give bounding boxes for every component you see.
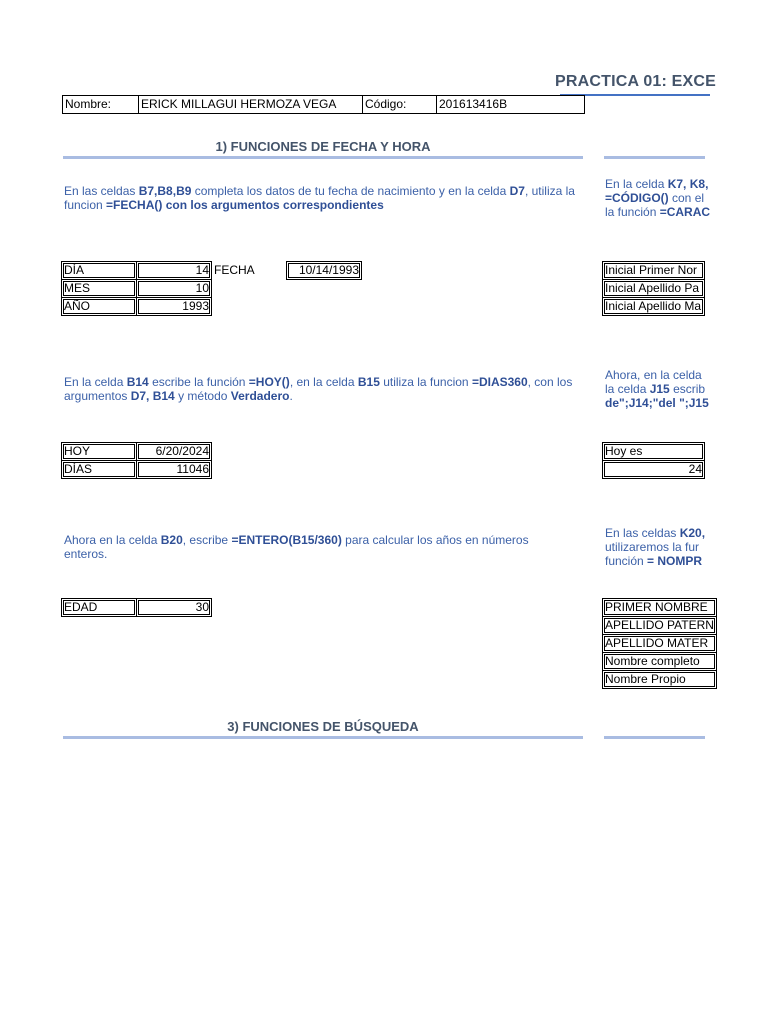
- nombre-completo-label: Nombre completo: [603, 653, 717, 671]
- instruction-hoy: En la celda B14 escribe la función =HOY(), en la celda B15 utiliza la funcion =DIAS360, con los argumentos D7, B14 y método Verdadero.: [64, 375, 573, 403]
- initials-table: [602, 261, 705, 316]
- fecha-label: FECHA: [214, 263, 255, 277]
- section4-rule: [604, 736, 705, 739]
- instruction-edad: Ahora en la celda B20, escribe =ENTERO(B15/360) para calcular los años en números enteros.: [64, 533, 529, 561]
- student-info-table: [62, 95, 585, 114]
- section1-title: 1) FUNCIONES DE FECHA Y HORA: [215, 139, 431, 154]
- fecha-table: [286, 261, 362, 280]
- anio-label: AÑO: [62, 298, 137, 316]
- section2-rule: [604, 156, 705, 159]
- codigo-label: Código:: [363, 96, 437, 114]
- nombre-propio-label: Nombre Propio: [603, 671, 717, 689]
- instruction-codigo: En la celda K7, K8, =CÓDIGO() con el la función =CARAC: [605, 177, 711, 219]
- dias-value[interactable]: 11046: [137, 461, 212, 479]
- instruction-fecha: En las celdas B7,B8,B9 completa los datos de tu fecha de nacimiento y en la celda D7, utiliza la funcion =FECHA() con los argumentos correspondientes: [64, 184, 575, 212]
- dia-value[interactable]: 14: [137, 262, 212, 280]
- page-title: PRACTICA 01: EXCE: [555, 73, 717, 90]
- instruction-concatenar: Ahora, en la celda la celda J15 escrib de";J14;"del ";J15: [605, 368, 709, 410]
- initial-paternal-surname: Inicial Apellido Pa: [603, 280, 705, 298]
- edad-value[interactable]: 30: [137, 599, 212, 617]
- mes-label: MES: [62, 280, 137, 298]
- section1-rule: [63, 156, 583, 159]
- apellido-paterno-label: APELLIDO PATERN: [603, 617, 717, 635]
- instruction-nompropio: En las celdas K20, utilizaremos la fur función = NOMPR: [605, 526, 706, 568]
- edad-table: [61, 598, 212, 617]
- hoy-es-value[interactable]: 24: [603, 461, 705, 479]
- initial-maternal-surname: Inicial Apellido Ma: [603, 298, 705, 316]
- today-table: [61, 442, 212, 479]
- anio-value[interactable]: 1993: [137, 298, 212, 316]
- birthdate-table: [61, 261, 212, 316]
- dias-label: DÍAS: [62, 461, 137, 479]
- names-table: [602, 598, 717, 689]
- hoy-label: HOY: [62, 443, 137, 461]
- nombre-label: Nombre:: [63, 96, 139, 114]
- edad-label: EDAD: [62, 599, 137, 617]
- hoy-es-table: [602, 442, 705, 479]
- initial-first-name: Inicial Primer Nor: [603, 262, 705, 280]
- codigo-value[interactable]: 201613416B: [437, 96, 585, 114]
- fecha-value[interactable]: 10/14/1993: [287, 262, 362, 280]
- mes-value[interactable]: 10: [137, 280, 212, 298]
- section3-title: 3) FUNCIONES DE BÚSQUEDA: [227, 719, 419, 734]
- section3-rule: [63, 736, 583, 739]
- hoy-es-label: Hoy es: [603, 443, 705, 461]
- apellido-materno-label: APELLIDO MATER: [603, 635, 717, 653]
- dia-label: DÍA: [62, 262, 137, 280]
- primer-nombre-label: PRIMER NOMBRE: [603, 599, 717, 617]
- nombre-value[interactable]: ERICK MILLAGUI HERMOZA VEGA: [139, 96, 363, 114]
- hoy-value[interactable]: 6/20/2024: [137, 443, 212, 461]
